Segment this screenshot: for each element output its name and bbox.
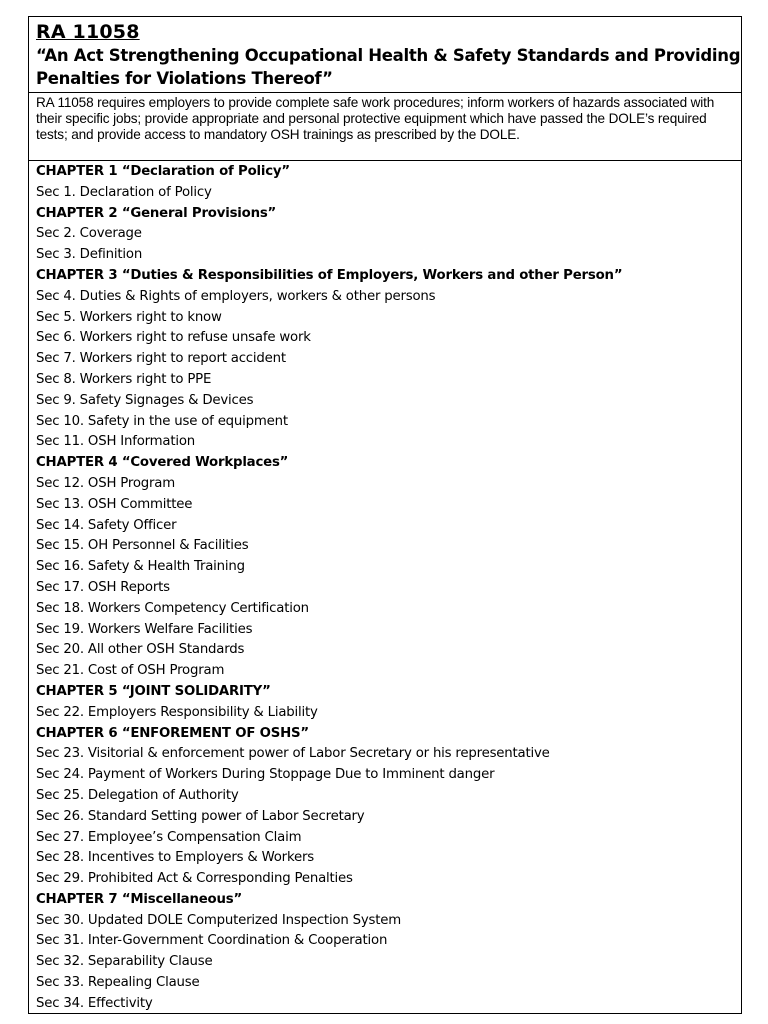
act-number: RA 11058 bbox=[36, 21, 140, 43]
section-item: Sec 9. Safety Signages & Devices bbox=[36, 392, 254, 408]
chapter-heading: CHAPTER 4 “Covered Workplaces” bbox=[36, 455, 289, 471]
section-item: Sec 6. Workers right to refuse unsafe work bbox=[36, 330, 311, 346]
chapter-heading: CHAPTER 2 “General Provisions” bbox=[36, 205, 277, 221]
section-item: Sec 12. OSH Program bbox=[36, 475, 175, 491]
chapter-heading: CHAPTER 6 “ENFOREMENT OF OSHS” bbox=[36, 725, 309, 741]
section-item: Sec 21. Cost of OSH Program bbox=[36, 663, 225, 679]
section-item: Sec 14. Safety Officer bbox=[36, 517, 177, 533]
section-item: Sec 25. Delegation of Authority bbox=[36, 787, 239, 803]
section-item: Sec 22. Employers Responsibility & Liability bbox=[36, 704, 318, 720]
section-item: Sec 24. Payment of Workers During Stoppage Due to Imminent danger bbox=[36, 767, 495, 783]
section-item: Sec 3. Definition bbox=[36, 247, 143, 263]
section-item: Sec 34. Effectivity bbox=[36, 995, 153, 1011]
chapter-heading: CHAPTER 1 “Declaration of Policy” bbox=[36, 164, 290, 179]
contents-list bbox=[29, 161, 741, 1015]
chapter-heading: CHAPTER 5 “JOINT SOLIDARITY” bbox=[36, 683, 271, 699]
section-item: Sec 27. Employee’s Compensation Claim bbox=[36, 829, 302, 845]
act-title: “An Act Strengthening Occupational Health & Safety Standards and Providing Penalties for Violations Thereof” bbox=[36, 46, 741, 88]
section-item: Sec 16. Safety & Health Training bbox=[36, 559, 245, 575]
section-item: Sec 20. All other OSH Standards bbox=[36, 642, 245, 658]
chapter-heading: CHAPTER 7 “Miscellaneous” bbox=[36, 891, 242, 907]
section-item: Sec 11. OSH Information bbox=[36, 434, 196, 450]
section-item: Sec 7. Workers right to report accident bbox=[36, 351, 286, 367]
section-item: Sec 17. OSH Reports bbox=[36, 579, 170, 595]
summary-text: RA 11058 requires employers to provide complete safe work procedures; inform workers of hazards associated with their specific jobs; provide appropriate and personal protective equipment which have passed the DOLE’s required tests; and provide access to mandatory OSH trainings as prescribed by the DOLE. bbox=[29, 93, 741, 161]
section-item: Sec 2. Coverage bbox=[36, 226, 142, 242]
section-item: Sec 26. Standard Setting power of Labor Secretary bbox=[36, 808, 365, 824]
section-item: Sec 29. Prohibited Act & Corresponding Penalties bbox=[36, 871, 353, 887]
section-item: Sec 28. Incentives to Employers & Workers bbox=[36, 850, 314, 866]
section-item: Sec 31. Inter-Government Coordination & Cooperation bbox=[36, 933, 388, 949]
section-item: Sec 10. Safety in the use of equipment bbox=[36, 413, 288, 429]
title-cell bbox=[29, 17, 741, 93]
section-item: Sec 4. Duties & Rights of employers, workers & other persons bbox=[36, 288, 436, 304]
section-item: Sec 33. Repealing Clause bbox=[36, 975, 200, 991]
section-item: Sec 32. Separability Clause bbox=[36, 954, 213, 970]
document-table bbox=[28, 16, 742, 1014]
section-item: Sec 1. Declaration of Policy bbox=[36, 184, 212, 200]
section-item: Sec 30. Updated DOLE Computerized Inspection System bbox=[36, 912, 402, 928]
section-item: Sec 23. Visitorial & enforcement power of Labor Secretary or his representative bbox=[36, 746, 550, 762]
section-item: Sec 5. Workers right to know bbox=[36, 309, 222, 325]
section-item: Sec 13. OSH Committee bbox=[36, 496, 193, 512]
section-item: Sec 15. OH Personnel & Facilities bbox=[36, 538, 249, 554]
section-item: Sec 19. Workers Welfare Facilities bbox=[36, 621, 253, 637]
section-item: Sec 18. Workers Competency Certification bbox=[36, 600, 309, 616]
section-item: Sec 8. Workers right to PPE bbox=[36, 371, 212, 387]
chapter-heading: CHAPTER 3 “Duties & Responsibilities of Employers, Workers and other Person” bbox=[36, 267, 623, 283]
